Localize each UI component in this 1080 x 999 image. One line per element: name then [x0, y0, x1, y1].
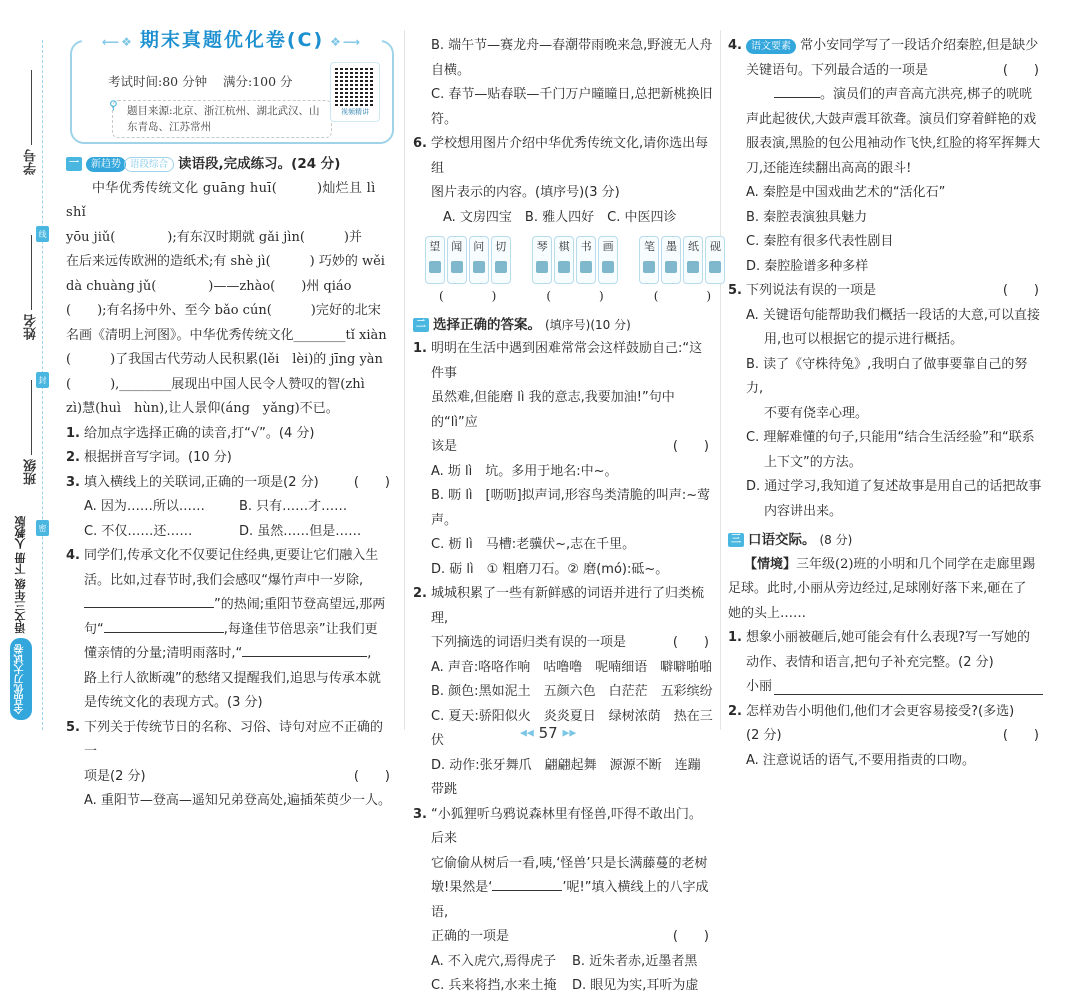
- full-score: 满分:100 分: [223, 74, 293, 89]
- question-2: [66, 446, 394, 471]
- class-underline[interactable]: [31, 380, 32, 455]
- question-text: 城城积累了一些有新鲜感的词语并进行了归类梳理,: [431, 586, 705, 626]
- section-number: 二: [413, 318, 429, 332]
- book-icon: [580, 261, 592, 273]
- question-2: [728, 700, 1043, 725]
- card-ask: [469, 236, 489, 284]
- option-list: A. 文房四宝 B. 雅人四好 C. 中医四诊: [443, 209, 677, 225]
- ear-icon: [451, 261, 463, 273]
- option-a-cont: 用,也可以根据它的提示进行概括。: [764, 332, 964, 347]
- mouth-icon: [473, 261, 485, 273]
- passage-text: 。演员们的声音高亢洪亮,梆子的咣咣: [820, 87, 1033, 102]
- magnifier-icon: ⚲: [109, 98, 118, 112]
- page-number: [520, 724, 576, 742]
- answer-paren[interactable]: ( ): [439, 289, 515, 303]
- question-number: 4.: [66, 548, 80, 563]
- section-title: 口语交际。: [748, 532, 816, 548]
- tag-new-trend: 新趋势: [86, 157, 126, 172]
- option-d[interactable]: D. 眼见为实,耳听为虚: [572, 978, 699, 993]
- card-qi: [554, 236, 574, 284]
- column-1: [66, 29, 394, 814]
- option-a[interactable]: A. 坜 lì 坑。多用于地名:中~。: [431, 463, 618, 479]
- image-group-2: [528, 236, 621, 309]
- section-1-header: [66, 152, 394, 177]
- image-group-1: [421, 236, 514, 309]
- passage-line: [728, 83, 1043, 108]
- answer-paren[interactable]: ( ): [653, 289, 730, 303]
- question-text: “小狐狸听乌鸦说森林里有怪兽,吓得不敢出门。后来: [431, 806, 702, 846]
- answer-paren[interactable]: ( ): [1002, 728, 1039, 743]
- question-number: 6.: [413, 136, 427, 151]
- question-number: 4.: [728, 38, 742, 53]
- option-c[interactable]: C. 春节—贴春联—千门万户曈曈日,总把新桃换旧符。: [431, 87, 713, 127]
- column-divider: [720, 30, 721, 730]
- question-line: [413, 925, 713, 950]
- answer-paren[interactable]: ( ): [672, 635, 709, 650]
- fill-blank[interactable]: [774, 83, 820, 98]
- source-box: [109, 98, 332, 138]
- question-number: 1.: [728, 630, 742, 645]
- question-text: 下列关于传统节日的名称、习俗、诗句对应不正确的一: [84, 719, 384, 759]
- class-label: 班级: [23, 459, 39, 485]
- question-text: 关键语句。下列最合适的一项是: [746, 62, 929, 78]
- bind-mark-seal: 封: [36, 372, 49, 388]
- option-b[interactable]: B. 近朱者赤,近墨者黑: [572, 953, 698, 969]
- question-5: [66, 716, 394, 765]
- chessboard-icon: [558, 261, 570, 273]
- paper-icon: [687, 261, 699, 273]
- title-suffix: (C): [286, 29, 325, 51]
- question-3: [413, 803, 713, 852]
- question-line: [728, 724, 1043, 749]
- passage-line: 在后来远传欧洲的造纸术;有 shè jì( ) 巧妙的 wěi: [66, 254, 385, 269]
- question-3: [66, 471, 394, 496]
- card-shu: [576, 236, 596, 284]
- name-label: 姓名: [23, 314, 39, 340]
- brush-icon: [643, 261, 655, 273]
- passage-line: 中华优秀传统文化 guāng huī( )灿烂且 lì shǐ: [66, 180, 376, 220]
- question-4: [728, 34, 1043, 59]
- question-text: (2 分): [746, 728, 782, 743]
- option-b[interactable]: B. 只有……才……: [239, 499, 348, 514]
- option-a[interactable]: A. 声音:咯咯作响 咕噜噜 呢喃细语 噼噼啪啪: [431, 659, 713, 675]
- question-line: 懂亲情的分量;清明雨落时,“ ,: [66, 642, 394, 667]
- question-number: 3.: [66, 474, 80, 490]
- hand-icon: [495, 261, 507, 273]
- exam-info: [108, 70, 293, 95]
- option-d[interactable]: D. 虽然……但是……: [239, 523, 362, 539]
- option-b[interactable]: B. 端午节—赛龙舟—春潮带雨晚来急,野渡无人舟自横。: [431, 38, 713, 78]
- question-number: 1.: [66, 425, 80, 441]
- question-text: 正确的一项是: [431, 929, 510, 944]
- question-6: [413, 132, 713, 181]
- inkstick-icon: [665, 261, 677, 273]
- page-title: [82, 28, 382, 55]
- option-b[interactable]: B. 读了《守株待兔》,我明白了做事要靠自己的努力,: [746, 356, 1028, 396]
- question-number: 2.: [728, 703, 742, 719]
- passage-line: ( );有名扬中外、至今 bǎo cún( )完好的北宋: [66, 303, 381, 318]
- card-pulse: [491, 236, 511, 284]
- question-line: [66, 765, 394, 790]
- column-divider: [404, 30, 405, 730]
- card-char: 望: [429, 240, 441, 253]
- option-c[interactable]: C. 枥 lì 马槽:老骥伏~,志在千里。: [431, 537, 636, 552]
- question-text: 句“: [84, 621, 104, 637]
- passage-line: 服表演,黑脸的包公甩袖动作飞快,红脸的将军挥舞大: [746, 136, 1041, 151]
- answer-paren[interactable]: ( ): [546, 289, 622, 303]
- question-text: 常小安同学写了一段话介绍秦腔,但是缺少: [800, 38, 1039, 53]
- question-text: 明明在生活中遇到困难常常会这样鼓励自己:“这件事: [431, 341, 703, 381]
- option-d-cont: 内容讲出来。: [764, 503, 843, 519]
- option-b-cont: 不要有侥幸心理。: [764, 405, 869, 421]
- exam-time: 考试时间:80 分钟: [108, 74, 208, 89]
- option-b[interactable]: B. 颜色:黑如泥土 五颜六色 白茫茫 五彩缤纷: [431, 684, 713, 699]
- scenario-line: 她的头上……: [728, 605, 807, 621]
- passage-line: 名画《清明上河图》。中华优秀传统文化________tǐ xiàn: [66, 327, 387, 343]
- scroll-icon: [602, 261, 614, 273]
- section-note: (8 分): [819, 533, 853, 547]
- qr-label: 视频精讲: [341, 108, 369, 116]
- question-number: 3.: [413, 806, 427, 822]
- binding-strip: [0, 0, 62, 767]
- card-ink: [661, 236, 681, 284]
- left-arrows-icon: ◀◀: [520, 728, 534, 739]
- card-char: 闻: [451, 240, 463, 253]
- option-a[interactable]: A. 不入虎穴,焉得虎子: [431, 953, 557, 969]
- option-d[interactable]: D. 通过学习,我知道了复述故事是用自己的话把故事: [746, 479, 1042, 494]
- student-id-field[interactable]: [12, 70, 50, 175]
- question-number: 5.: [66, 719, 80, 735]
- image-groups: [421, 236, 730, 309]
- question-text: 给加点字选择正确的读音,打“√”。(4 分): [84, 425, 315, 441]
- card-char: 墨: [665, 240, 677, 253]
- card-char: 问: [473, 240, 485, 253]
- zither-icon: [536, 261, 548, 273]
- passage-line: 刀,还能连续翻出高高的跟斗!: [746, 160, 912, 176]
- section-number: 三: [728, 533, 744, 547]
- student-id-label: 学号: [23, 149, 39, 175]
- card-char: 笔: [643, 240, 655, 253]
- card-char: 纸: [687, 240, 699, 253]
- card-paper: [683, 236, 703, 284]
- option-a[interactable]: A. 因为……所以……: [84, 499, 205, 514]
- card-brush: [639, 236, 659, 284]
- answer-prefix: 小丽: [746, 679, 773, 694]
- answer-input[interactable]: [774, 680, 1043, 695]
- name-field[interactable]: [12, 235, 50, 340]
- fill-blank[interactable]: [104, 618, 224, 633]
- question-4: [66, 544, 394, 569]
- fill-blank[interactable]: [492, 876, 562, 891]
- right-arrows-icon: ▶▶: [562, 728, 577, 739]
- question-5: [728, 279, 1043, 304]
- option-c-cont: 上下文”的方法。: [764, 454, 862, 470]
- option-a[interactable]: A. 注意说话的语气,不要用指责的口吻。: [746, 752, 976, 768]
- option-d[interactable]: D. 动作:张牙舞爪 翩翩起舞 源源不断 连蹦带跳: [431, 757, 701, 797]
- page-number-text: 57: [538, 724, 558, 742]
- eye-icon: [429, 261, 441, 273]
- card-char: 琴: [536, 240, 548, 253]
- ornament-icon: ❖⟶: [330, 35, 363, 49]
- question-line: [413, 876, 713, 925]
- card-look: [425, 236, 445, 284]
- option-c[interactable]: C. 理解难懂的句子,只能用“结合生活经验”和“联系: [746, 430, 1035, 445]
- card-hua: [598, 236, 618, 284]
- option-a[interactable]: A. 重阳节—登高—遥知兄弟登高处,遍插茱萸少一人。: [84, 793, 392, 808]
- qr-code-image[interactable]: [335, 66, 375, 106]
- card-listen: [447, 236, 467, 284]
- answer-line: [728, 675, 1043, 700]
- question-number: 5.: [728, 283, 742, 298]
- answer-paren[interactable]: ( ): [672, 439, 709, 454]
- scenario-line: 足球。此时,小丽从旁边经过,足球刚好落下来,砸在了: [728, 581, 1027, 596]
- question-text: 墩!果然是‘: [431, 880, 493, 895]
- question-text: 根据拼音写字词。(10 分): [84, 450, 232, 465]
- ornament-icon: ⟵❖: [101, 35, 134, 49]
- option-a[interactable]: A. 关键语句能帮助我们概括一段话的大意,可以直接: [746, 307, 1041, 323]
- section-2-header: [413, 313, 713, 338]
- question-line: [413, 631, 713, 656]
- title-box: [70, 29, 394, 144]
- option-c[interactable]: C. 秦腔有很多代表性剧目: [746, 234, 894, 249]
- scenario-line: [728, 553, 1043, 578]
- answer-paren[interactable]: ( ): [1002, 283, 1039, 298]
- tag-paragraph: 语段综合: [124, 157, 174, 172]
- option-d[interactable]: D. 砺 lì ① 粗磨刀石。② 磨(mó):砥~。: [431, 561, 669, 577]
- option-b[interactable]: B. 秦腔表演独具魅力: [746, 209, 868, 225]
- series-label: [10, 470, 32, 720]
- question-text: 下列说法有误的一项是: [746, 283, 877, 298]
- question-number: 1.: [413, 341, 427, 356]
- fill-blank[interactable]: [84, 593, 214, 608]
- card-char: 砚: [709, 240, 721, 253]
- source-text: 题目来源:北京、浙江杭州、湖北武汉、山东青岛、江苏常州: [127, 105, 320, 133]
- question-text: 图片表示的内容。(填序号)(3 分): [431, 185, 620, 200]
- options-row: [66, 495, 394, 520]
- answer-paren[interactable]: ( ): [1002, 62, 1039, 78]
- passage-line: ( ),________展现出中国人民令人赞叹的智(zhì: [66, 376, 365, 392]
- question-text: 项是(2 分): [84, 768, 146, 784]
- scenario-text: 三年级(2)班的小明和几个同学在走廊里踢: [796, 556, 1036, 572]
- student-id-underline[interactable]: [31, 70, 32, 145]
- question-line: [66, 618, 394, 643]
- answer-paren[interactable]: ( ): [353, 474, 390, 490]
- section-number: 一: [66, 157, 82, 171]
- section-3-header: [728, 528, 1043, 553]
- card-char: 书: [580, 240, 592, 253]
- question-text: 怎样劝告小明他们,他们才会更容易接受?(多选): [746, 703, 1015, 719]
- passage-line: zì)慧(huì hùn),让人景仰(áng yǎng)不已。: [66, 401, 339, 416]
- passage-line: ( )了我国古代劳动人民积累(lěi lèi)的 jīng yàn: [66, 352, 383, 367]
- question-text: 想象小丽被砸后,她可能会有什么表现?写一写她的: [746, 630, 1031, 645]
- column-3: [728, 34, 1043, 773]
- question-text: 路上行人欲断魂”的愁绪又提醒我们,追思与传承本就: [84, 670, 381, 686]
- question-text: 懂亲情的分量;清明雨落时,“: [84, 646, 243, 661]
- question-2: [413, 582, 713, 631]
- fill-blank[interactable]: [242, 642, 367, 657]
- section-note: (填序号)(10 分): [545, 317, 631, 332]
- question-1: [728, 626, 1043, 651]
- question-1: [413, 337, 713, 386]
- answer-paren[interactable]: ( ): [672, 929, 709, 944]
- card-inkstone: [705, 236, 725, 284]
- series-subtitle: 语文三年级 下册 人教版: [14, 516, 27, 634]
- question-text: 同学们,传承文化不仅要记住经典,更要让它们融入生: [84, 548, 379, 563]
- question-line: [66, 593, 394, 618]
- section-title: 读语段,完成练习。(24 分): [178, 156, 341, 172]
- series-brand: 全品优刀大试卷: [10, 638, 32, 720]
- tag-language-element: 语文要素: [746, 39, 796, 54]
- card-char: 切: [495, 240, 507, 253]
- section-title: 选择正确的答案。: [433, 316, 541, 333]
- question-text: ’呢!”填入横线上的八字成语,: [431, 880, 709, 920]
- question-text: ,每逢佳节倍思亲”让我们更: [223, 621, 378, 637]
- card-qin: [532, 236, 552, 284]
- scenario-label: 【情境】: [744, 556, 797, 572]
- question-text: 是传统文化的表现方式。(3 分): [84, 695, 263, 710]
- option-b[interactable]: B. 呖 lì [呖呖]拟声词,形容鸟类清脆的叫声:~莺声。: [431, 488, 711, 528]
- inkstone-icon: [709, 261, 721, 273]
- question-line: [413, 435, 713, 460]
- card-char: 棋: [558, 240, 570, 253]
- option-a[interactable]: A. 秦腔是中国戏曲艺术的“活化石”: [746, 185, 946, 200]
- question-text: 活。比如,过春节时,我们会感叹“爆竹声中一岁除,: [84, 572, 364, 588]
- bind-mark-secret: 密: [36, 520, 49, 536]
- question-number: 2.: [413, 586, 427, 601]
- title-text: 期末真题优化卷: [139, 29, 287, 51]
- question-number: 2.: [66, 450, 80, 465]
- passage-line: dà chuàng jǔ( )——zhào( )州 qiáo: [66, 278, 352, 294]
- option-d[interactable]: D. 秦腔脸谱多种多样: [746, 258, 869, 274]
- qr-code[interactable]: [330, 62, 380, 122]
- name-underline[interactable]: [31, 235, 32, 310]
- image-group-3: [636, 236, 729, 309]
- passage-line: yōu jiǔ( );有东汉时期就 gǎi jìn( )并: [66, 229, 362, 245]
- question-text: 虽然难,但能磨 lì 我的意志,我要加油!”句中的“lì”应: [431, 390, 675, 430]
- column-2: [413, 34, 730, 999]
- card-char: 画: [602, 240, 614, 253]
- option-c[interactable]: C. 不仅……还……: [84, 523, 193, 539]
- question-text: 下列摘选的词语归类有误的一项是: [431, 635, 627, 650]
- options-row: [413, 974, 713, 999]
- question-line: [728, 59, 1043, 84]
- question-text: 它偷偷从树后一看,咦,‘怪兽’只是长满藤蔓的老树: [431, 855, 708, 871]
- question-text: ”的热闹;重阳节登高望远,那两: [214, 597, 386, 612]
- option-c[interactable]: C. 兵来将挡,水来土掩: [431, 978, 557, 993]
- question-text: 学校想用图片介绍中华优秀传统文化,请你选出每组: [431, 136, 709, 176]
- options-row: [413, 950, 713, 975]
- question-1: [66, 422, 394, 447]
- question-text: 动作、表情和语言,把句子补充完整。(2 分): [746, 654, 994, 670]
- bind-mark-line: 线: [36, 226, 49, 242]
- options-row: [66, 520, 394, 545]
- question-text: 填入横线上的关联词,正确的一项是(2 分): [84, 474, 319, 490]
- question-text: 该是: [431, 439, 458, 454]
- answer-paren[interactable]: ( ): [353, 768, 390, 784]
- option-c[interactable]: C. 夏天:骄阳似火 炎炎夏日 绿树浓荫 热在三伏: [431, 708, 713, 748]
- passage-line: 声此起彼伏,大鼓声震耳欲聋。演员们穿着鲜艳的戏: [746, 111, 1037, 127]
